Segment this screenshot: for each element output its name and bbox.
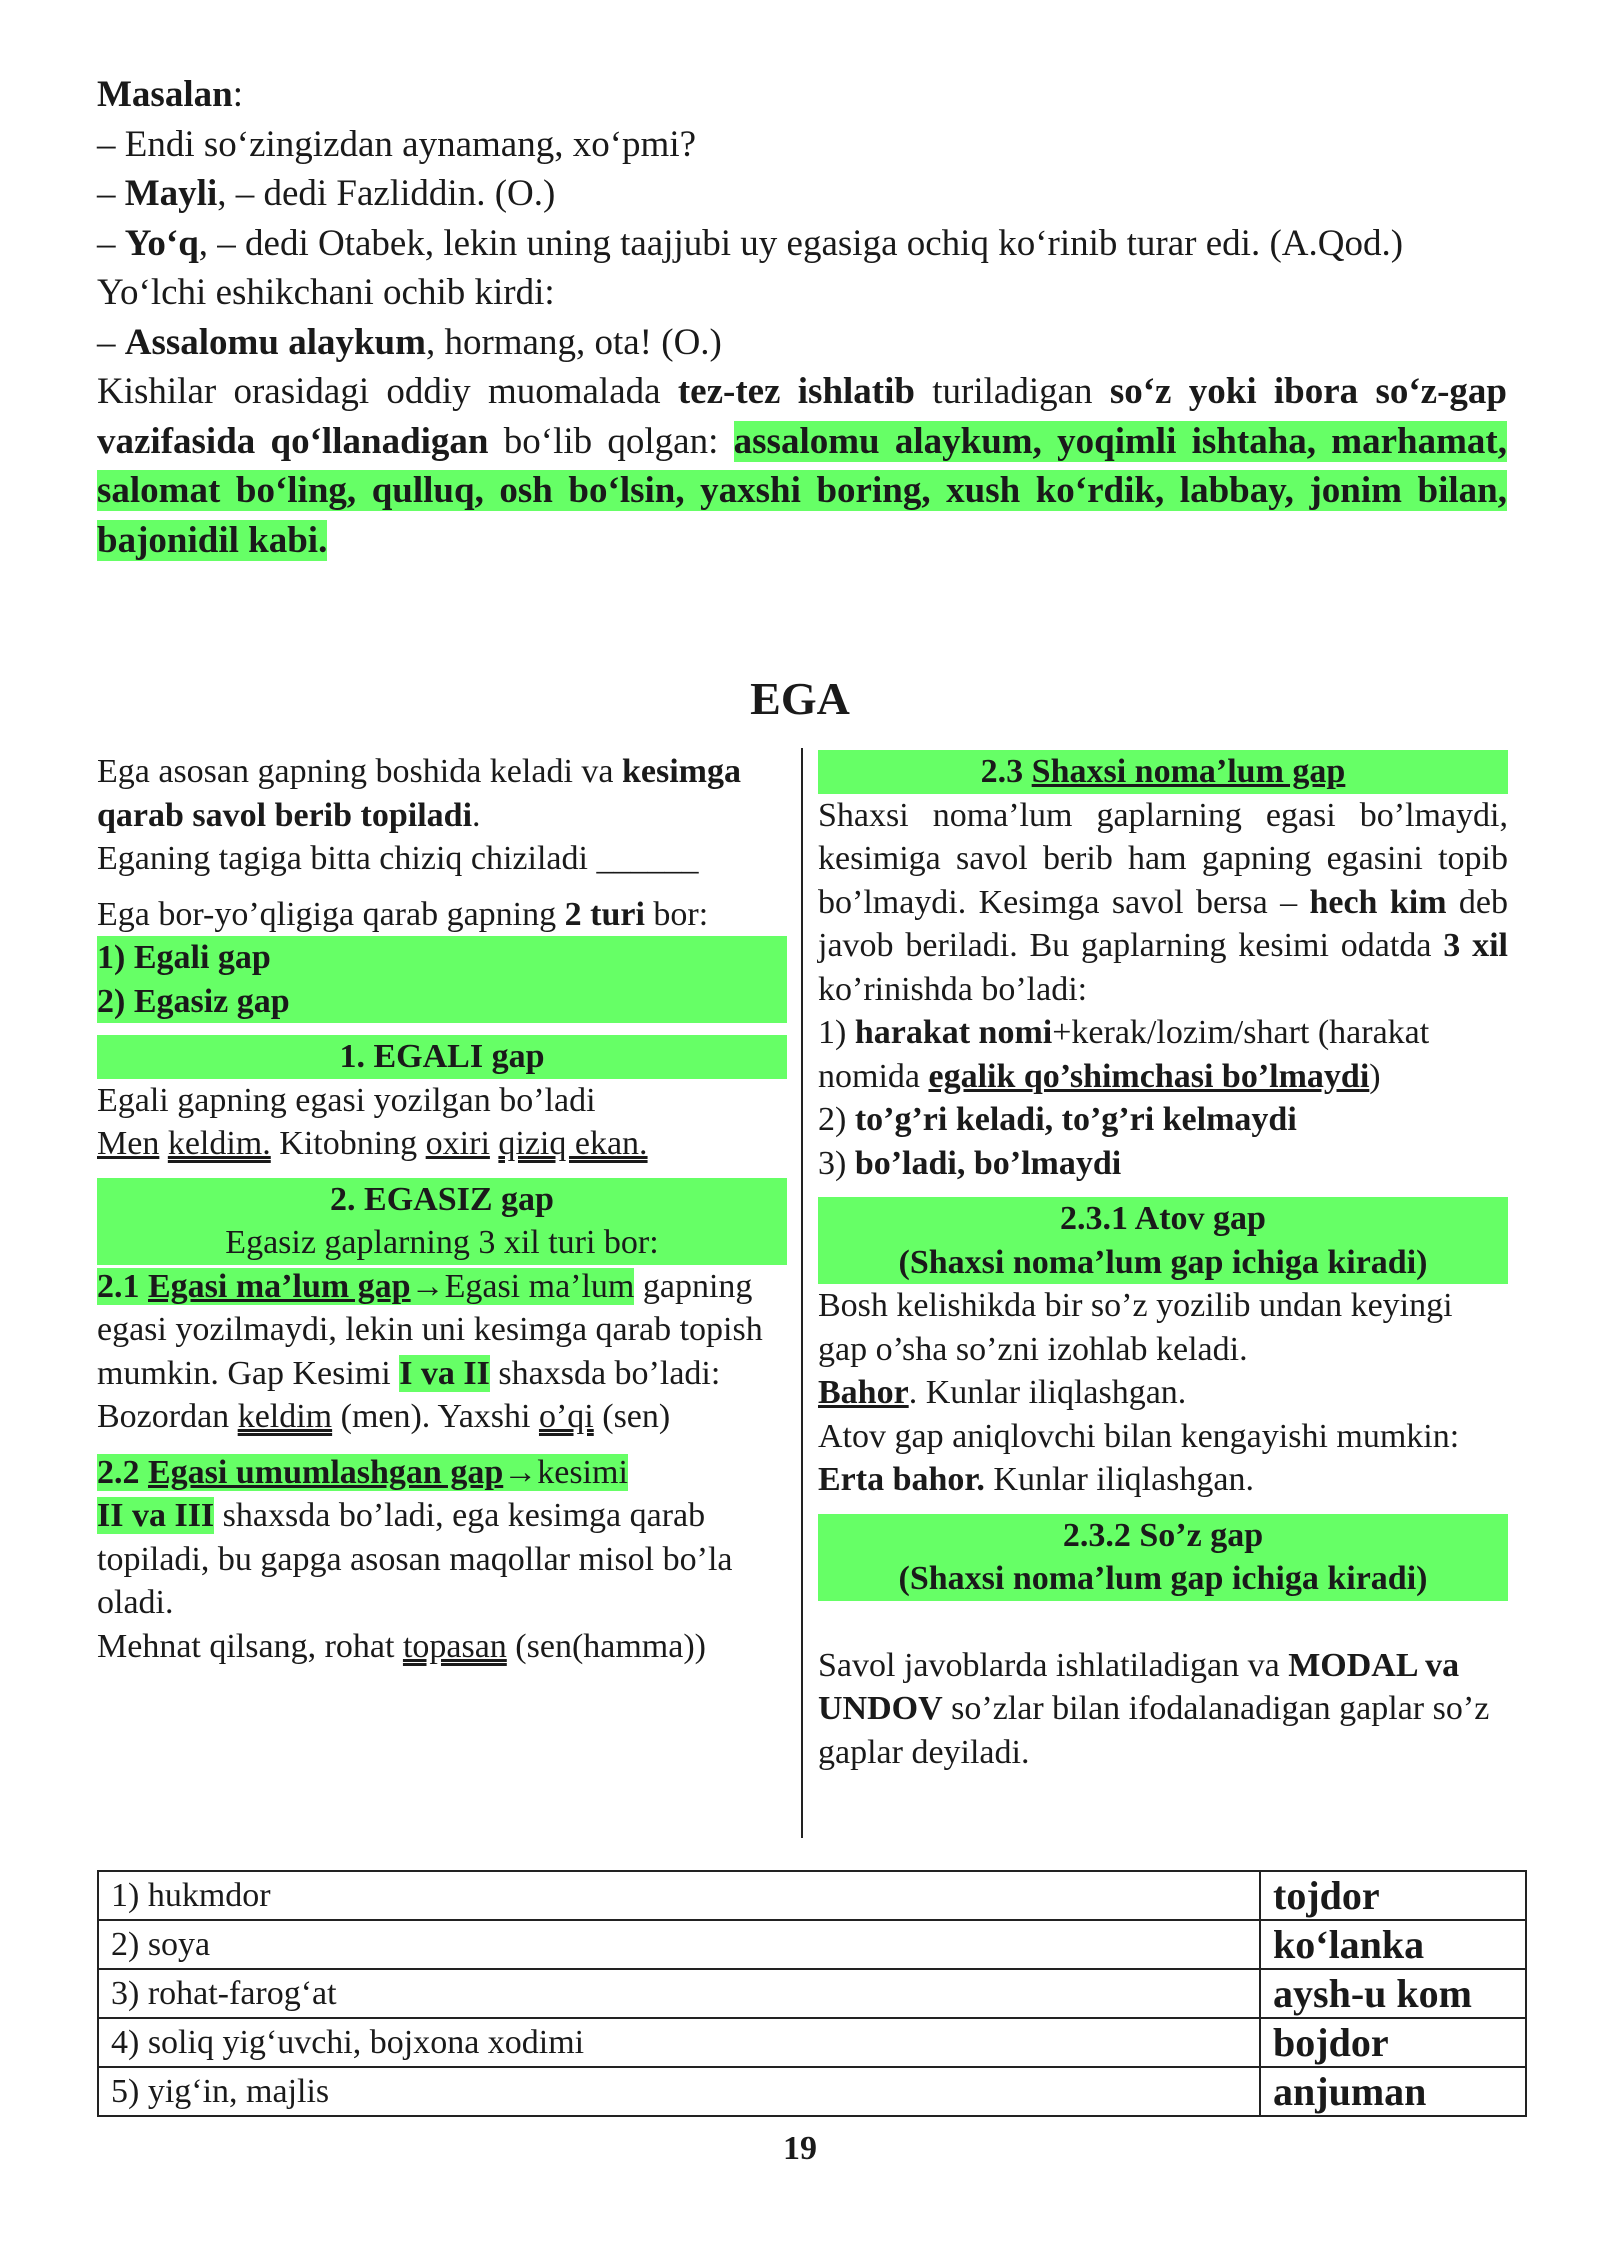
kesim-item-2: 2) to’g’ri keladi, to’g’ri kelmaydi [818,1101,1297,1138]
ega-types-list [97,936,787,1023]
kesim-item-1: 1) harakat nomi+kerak/lozim/shart (harakat nomida egalik qo’shimchasi bo’lmaydi) [818,1014,1430,1095]
vocab-term: 3) rohat-farog‘at [98,1969,1260,2018]
right-column [818,750,1508,1774]
atov-gap-text-2: Atov gap aniqlovchi bilan kengayishi mumkin: Erta bahor. Kunlar iliqlashgan. [818,1417,1460,1498]
table-row [98,1871,1526,1920]
vocab-answer: aysh-u kom [1260,1969,1526,2018]
intro-section: Masalan: – Endi so‘zingizdan aynamang, xo‘pmi? – Mayli, – dedi Fazliddin. (O.) – Yo‘q, – dedi Otabek, lekin uning taajjubi uy egasiga ochiq ko‘rinib turar edi. (A.Qod.) Yo‘lchi eshikchani ochib kirdi: – Assalomu alaykum, hormang, ota! (O.) Kishilar orasidagi oddiy muomalada tez-tez ishlatib turiladigan so‘z yoki ibora so‘z-gap vazifasida qo‘llanadigan bo‘lib qolgan: assalomu alaykum, yoqimli ishtaha, marhamat, salomat bo‘ling, qulluq, osh bo‘lsin, yaxshi boring, xush ko‘rdik, labbay, jonim bilan, bajonidil kabi. [97,70,1507,565]
section-title: EGA [750,673,850,724]
ega-types-intro: Ega bor-yo’qligiga qarab gapning 2 turi bor: [97,895,709,933]
page-number: 19 [783,2130,817,2167]
egali-heading: 1. EGALI gap [97,1035,787,1079]
vocab-answer: ko‘lanka [1260,1920,1526,1969]
atov-gap-subheading: (Shaxsi noma’lum gap ichiga kiradi) [898,1243,1428,1281]
dialogue-line: – Assalomu alaykum, hormang, ota! (O.) [97,321,722,363]
ega-underline-note: Eganing tagiga bitta chiziq chiziladi ______ [97,840,699,877]
soz-gap-heading: 2.3.2 So’z gap [1062,1516,1264,1554]
dialogue-line: – Endi so‘zingizdan aynamang, xo‘pmi? [97,123,697,165]
egasi-malum-section: 2.1 Egasi ma’lum gap→Egasi ma’lum gapning egasi yozilmaydi, lekin uni kesimga qarab topish mumkin. Gap Kesimi I va II shaxsda bo’ladi: [97,1267,763,1392]
shaxsi-nomalum-text: Shaxsi noma’lum gaplarning egasi bo’lmaydi, kesimiga savol berib ham gapning egasini topib bo’lmaydi. Kesimga savol bersa – hech kim deb javob beriladi. Bu gaplarning kesimi odatda 3 xil ko’rinishda bo’ladi: [818,796,1508,1008]
explanation-paragraph: Kishilar orasidagi oddiy muomalada tez-tez ishlatib turiladigan so‘z yoki ibora so‘z-gap vazifasida qo‘llanadigan bo‘lib qolgan: assalomu alaykum, yoqimli ishtaha, marhamat, salomat bo‘ling, qulluq, osh bo‘lsin, yaxshi boring, xush ko‘rdik, labbay, jonim bilan, bajonidil kabi. [97,371,1507,561]
dialogue-line: – Yo‘q, – dedi Otabek, lekin uning taajjubi uy egasiga ochiq ko‘rinib turar edi. (A.Qod.) [97,222,1404,264]
vocab-term: 5) yig‘in, majlis [98,2067,1260,2116]
ega-definition: Ega asosan gapning boshida keladi va kesimga qarab savol berib topiladi. [97,753,741,834]
egasi-umumlashgan-section: 2.2 Egasi umumlashgan gap→kesimi II va III shaxsda bo’ladi, ega kesimga qarab topiladi, bu gapga asosan maqollar misol bo’la oladi. [97,1453,733,1621]
egasi-umumlashgan-example: Mehnat qilsang, rohat topasan (sen(hamma)) [97,1627,706,1665]
egasiz-heading-box [97,1178,787,1265]
kesim-item-3: 3) bo’ladi, bo’lmaydi [818,1144,1122,1182]
vocab-answer: anjuman [1260,2067,1526,2116]
table-row [98,2018,1526,2067]
table-row [98,1920,1526,1969]
atov-gap-heading: 2.3.1 Atov gap [1060,1200,1266,1237]
table-row [98,1969,1526,2018]
atov-gap-example: Bahor. Kunlar iliqlashgan. [818,1374,1187,1411]
dialogue-line: Yo‘lchi eshikchani ochib kirdi: [97,272,555,313]
type-egasiz: 2) Egasiz gap [97,982,290,1020]
dialogue-line: – Mayli, – dedi Fazliddin. (O.) [97,173,556,214]
left-column [97,750,787,1668]
column-divider [801,748,803,1838]
egasi-malum-example: Bozordan keldim (men). Yaxshi o’qi (sen) [97,1398,671,1435]
vocab-table [97,1870,1527,2117]
vocab-term: 1) hukmdor [98,1871,1260,1920]
vocab-answer: tojdor [1260,1871,1526,1920]
atov-gap-heading-box [818,1197,1508,1284]
shaxsi-nomalum-heading: 2.3 Shaxsi noma’lum gap [818,750,1508,794]
egasiz-subheading: Egasiz gaplarning 3 xil turi bor: [225,1224,659,1261]
egasiz-heading: 2. EGASIZ gap [330,1180,554,1218]
intro-heading: Masalan [97,74,233,115]
soz-gap-heading-box [818,1514,1508,1601]
highlighted-examples: assalomu alaykum, yoqimli ishtaha, marhamat, salomat bo‘ling, qulluq, osh bo‘lsin, yaxshi boring, xush ko‘rdik, labbay, jonim bilan, bajonidil kabi. [97,420,1507,561]
egali-example: Men keldim. Kitobning oxiri qiziq ekan. [97,1125,648,1162]
soz-gap-text: Savol javoblarda ishlatiladigan va MODAL va UNDOV so’zlar bilan ifodalanadigan gaplar so’z gaplar deyiladi. [818,1646,1490,1771]
table-row [98,2067,1526,2116]
soz-gap-subheading: (Shaxsi noma’lum gap ichiga kiradi) [898,1560,1428,1597]
vocab-term: 4) soliq yig‘uvchi, bojxona xodimi [98,2018,1260,2067]
type-egali: 1) Egali gap [97,939,271,976]
egali-text: Egali gapning egasi yozilgan bo’ladi [97,1081,596,1119]
atov-gap-text: Bosh kelishikda bir so’z yozilib undan keyingi gap o’sha so’zni izohlab keladi. [818,1287,1453,1368]
vocab-answer: bojdor [1260,2018,1526,2067]
vocab-term: 2) soya [98,1920,1260,1969]
